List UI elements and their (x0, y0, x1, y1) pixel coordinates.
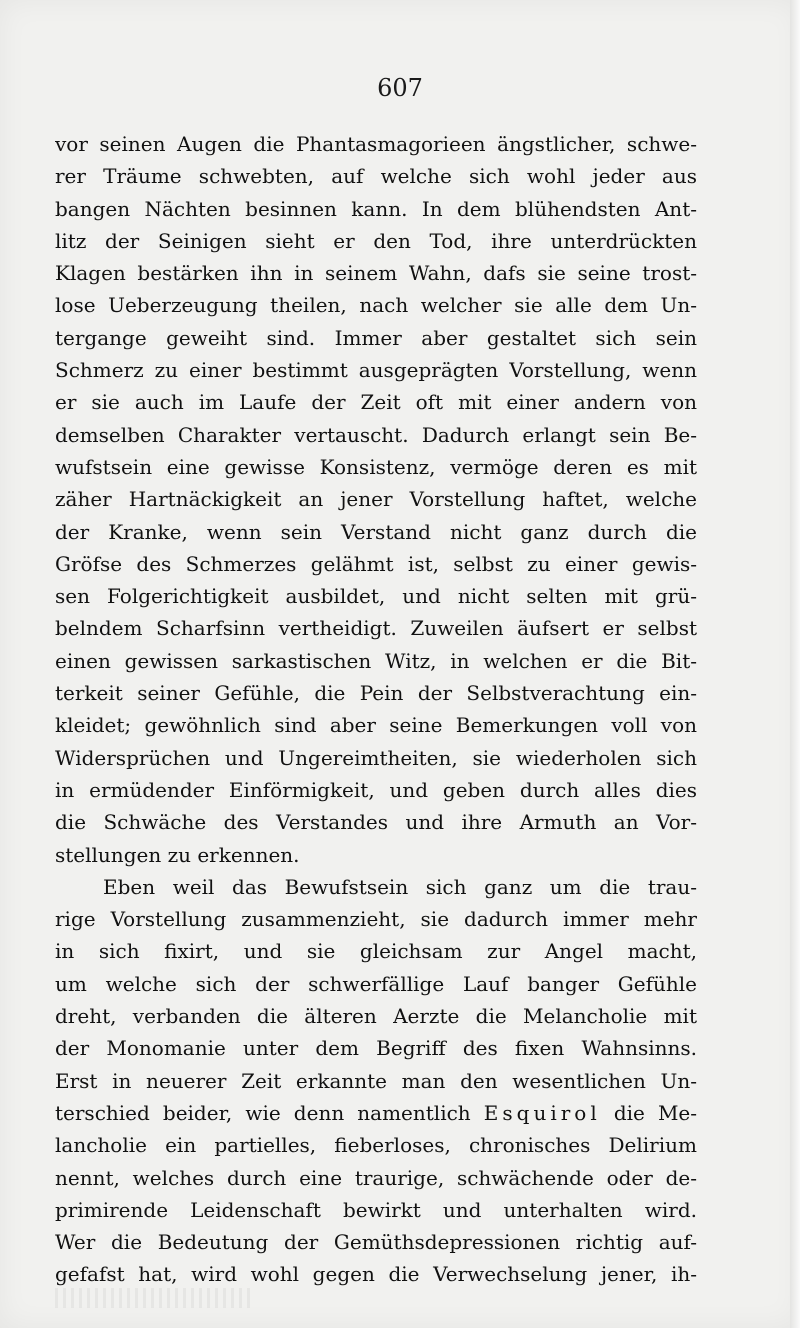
text-line: vor seinen Augen die Phantasmagorieen ängstlicher, schwe- (55, 132, 697, 156)
text-line: zäher Hartnäckigkeit an jener Vorstellung haftet, welche (55, 487, 697, 512)
body-text (55, 128, 697, 1291)
text-line: die Schwäche des Verstandes und ihre Armuth an Vor- (55, 810, 697, 835)
text-line: in sich fixirt, und sie gleichsam zur Angel macht, (55, 939, 697, 964)
text-line: sen Folgerichtigkeit ausbildet, und nicht selten mit grü- (55, 584, 697, 609)
spaced-name: Esquirol (483, 1100, 601, 1125)
text-line: nennt, welches durch eine traurige, schwächende oder de- (55, 1165, 697, 1190)
text-line: Gröfse des Schmerzes gelähmt ist, selbst zu einer gewis- (55, 551, 697, 576)
text-line: rer Träume schwebten, auf welche sich wohl jeder aus (55, 164, 697, 189)
text-line: der Monomanie unter dem Begriff des fixen Wahnsinns. (55, 1036, 697, 1061)
text-line: der Kranke, wenn sein Verstand nicht ganz durch die (55, 519, 697, 544)
text-line: um welche sich der schwerfällige Lauf banger Gefühle (55, 971, 697, 996)
text-line: Widersprüchen und Ungereimtheiten, sie wiederholen sich (55, 745, 697, 770)
page-number: 607 (377, 74, 423, 102)
text-line: terkeit seiner Gefühle, die Pein der Selbstverachtung ein- (55, 681, 697, 706)
text-line: Schmerz zu einer bestimmt ausgeprägten Vorstellung, wenn (55, 358, 697, 383)
text-line: einen gewissen sarkastischen Witz, in welchen er die Bit- (55, 648, 697, 673)
text-line: kleidet; gewöhnlich sind aber seine Bemerkungen voll von (55, 713, 697, 738)
text-line: dreht, verbanden die älteren Aerzte die Melancholie mit (55, 1004, 697, 1029)
text-line: lancholie ein partielles, fieberloses, chronisches Delirium (55, 1133, 697, 1158)
text-line: bangen Nächten besinnen kann. In dem blühendsten Ant- (55, 196, 697, 221)
text-line: in ermüdender Einförmigkeit, und geben durch alles dies (55, 777, 697, 802)
text-line: wufstsein eine gewisse Konsistenz, vermöge deren es mit (55, 454, 697, 479)
text-line: lose Ueberzeugung theilen, nach welcher sie alle dem Un- (55, 293, 697, 318)
text-line: primirende Leidenschaft bewirkt und unterhalten wird. (55, 1197, 697, 1222)
page-edge (790, 0, 800, 1328)
line-part: die Me- (613, 1100, 697, 1125)
paragraph-start-line: Eben weil das Bewufstsein sich ganz um die trau- (103, 874, 697, 899)
text-line: Erst in neuerer Zeit erkannte man den wesentlichen Un- (55, 1068, 697, 1093)
text-line: er sie auch im Laufe der Zeit oft mit einer andern von (55, 390, 697, 415)
text-line: Klagen bestärken ihn in seinem Wahn, dafs sie seine trost- (55, 261, 697, 286)
line-part: terschied beider, wie denn namentlich (55, 1100, 471, 1125)
text-line: litz der Seinigen sieht er den Tod, ihre unterdrückten (55, 228, 697, 253)
text-line: demselben Charakter vertauscht. Dadurch erlangt sein Be- (55, 422, 697, 447)
paragraph-end-line: stellungen zu erkennen. (55, 842, 300, 867)
text-line-with-name (55, 1097, 697, 1129)
text-line: belndem Scharfsinn vertheidigt. Zuweilen äufsert er selbst (55, 616, 697, 641)
text-line: rige Vorstellung zusammenzieht, sie dadurch immer mehr (55, 907, 697, 932)
text-line: tergange geweiht sind. Immer aber gestaltet sich sein (55, 325, 697, 350)
show-through-marks (55, 1288, 255, 1308)
text-line: Wer die Bedeutung der Gemüthsdepressionen richtig auf- (55, 1230, 697, 1255)
text-line: gefafst hat, wird wohl gegen die Verwechselung jener, ih- (55, 1262, 697, 1287)
